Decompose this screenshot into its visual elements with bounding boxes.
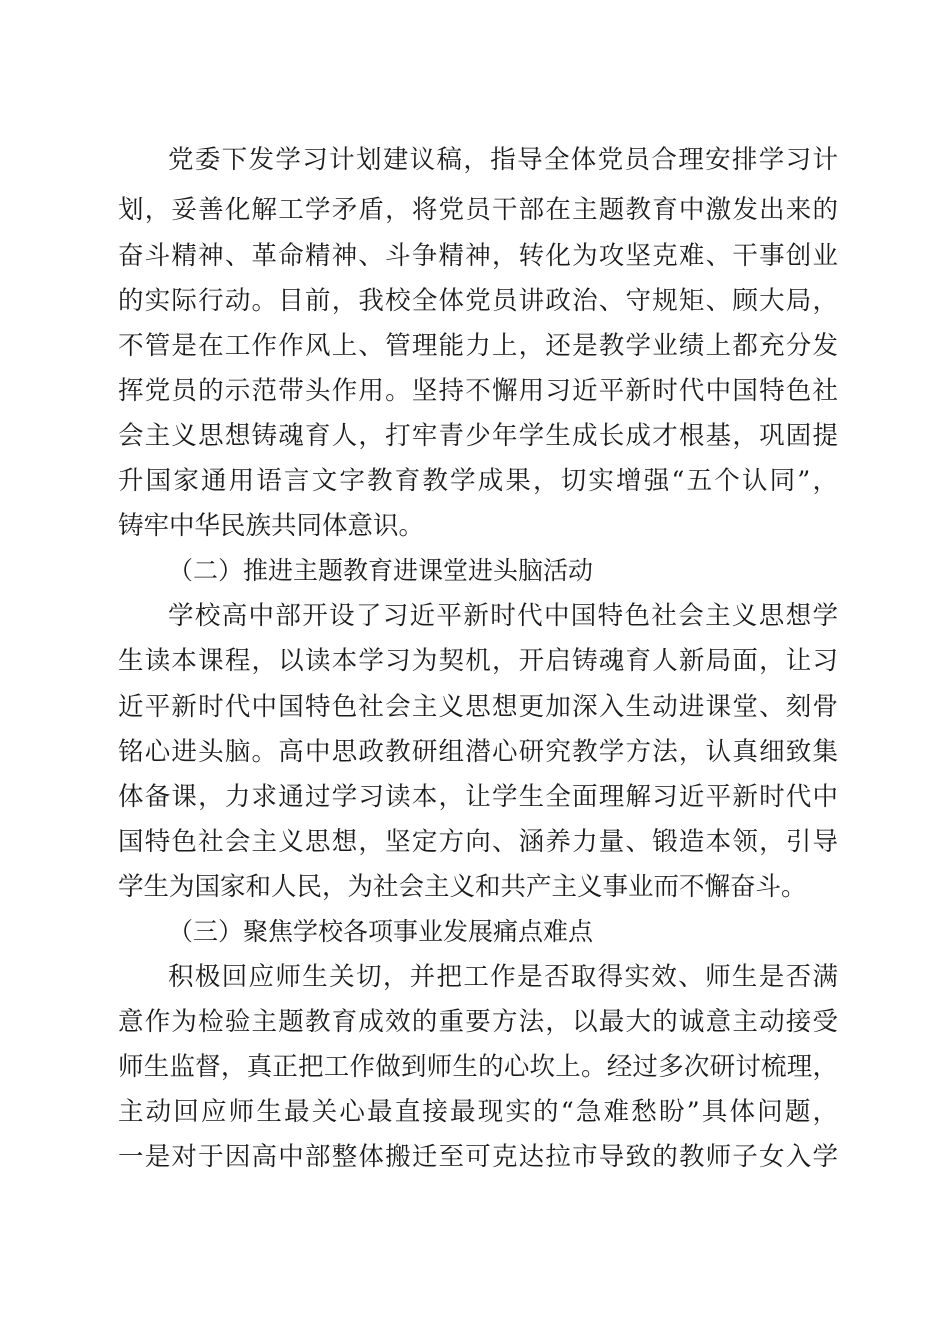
paragraph-line: 划，妥善化解工学矛盾，将党员干部在主题教育中激发出来的	[118, 195, 838, 225]
paragraph-line: 生读本课程，以读本学习为契机，开启铸魂育人新局面，让习	[118, 646, 838, 676]
paragraph-line: 主动回应师生最关心最直接最现实的“急难愁盼”具体问题，	[118, 1097, 838, 1127]
paragraph-line: 铭心进头脑。高中思政教研组潜心研究教学方法，认真细致集	[118, 737, 838, 767]
paragraph-line: 师生监督，真正把工作做到师生的心坎上。经过多次研讨梳理，	[118, 1052, 838, 1082]
paragraph-line: 的实际行动。目前，我校全体党员讲政治、守规矩、顾大局，	[118, 286, 838, 316]
paragraph-line: 学生为国家和人民，为社会主义和共产主义事业而不懈奋斗。	[118, 872, 807, 902]
paragraph-line: 奋斗精神、革命精神、斗争精神，转化为攻坚克难、干事创业	[118, 241, 838, 271]
paragraph-line: 意作为检验主题教育成效的重要方法，以最大的诚意主动接受	[118, 1007, 838, 1037]
paragraph-line: 国特色社会主义思想，坚定方向、涵养力量、锻造本领，引导	[118, 827, 838, 857]
paragraph-line: 不管是在工作作风上、管理能力上，还是教学业绩上都充分发	[118, 331, 838, 361]
paragraph-line: 升国家通用语言文字教育教学成果，切实增强“五个认同”，	[118, 466, 838, 496]
paragraph-line: 学校高中部开设了习近平新时代中国特色社会主义思想学	[168, 601, 838, 631]
paragraph-line: 积极回应师生关切，并把工作是否取得实效、师生是否满	[168, 962, 838, 992]
paragraph-line: 体备课，力求通过学习读本，让学生全面理解习近平新时代中	[118, 782, 838, 812]
paragraph-line: 党委下发学习计划建议稿，指导全体党员合理安排学习计	[168, 145, 838, 175]
paragraph-line: 一是对于因高中部整体搬迁至可克达拉市导致的教师子女入学	[118, 1142, 838, 1172]
paragraph-line: 会主义思想铸魂育人，打牢青少年学生成长成才根基，巩固提	[118, 421, 838, 451]
paragraph-line: 挥党员的示范带头作用。坚持不懈用习近平新时代中国特色社	[118, 376, 838, 406]
section-heading-2: （二）推进主题教育进课堂进头脑活动	[168, 556, 594, 585]
paragraph-line: 铸牢中华民族共同体意识。	[118, 511, 425, 541]
paragraph-line: 近平新时代中国特色社会主义思想更加深入生动进课堂、刻骨	[118, 692, 838, 722]
section-heading-3: （三）聚焦学校各项事业发展痛点难点	[168, 917, 594, 946]
